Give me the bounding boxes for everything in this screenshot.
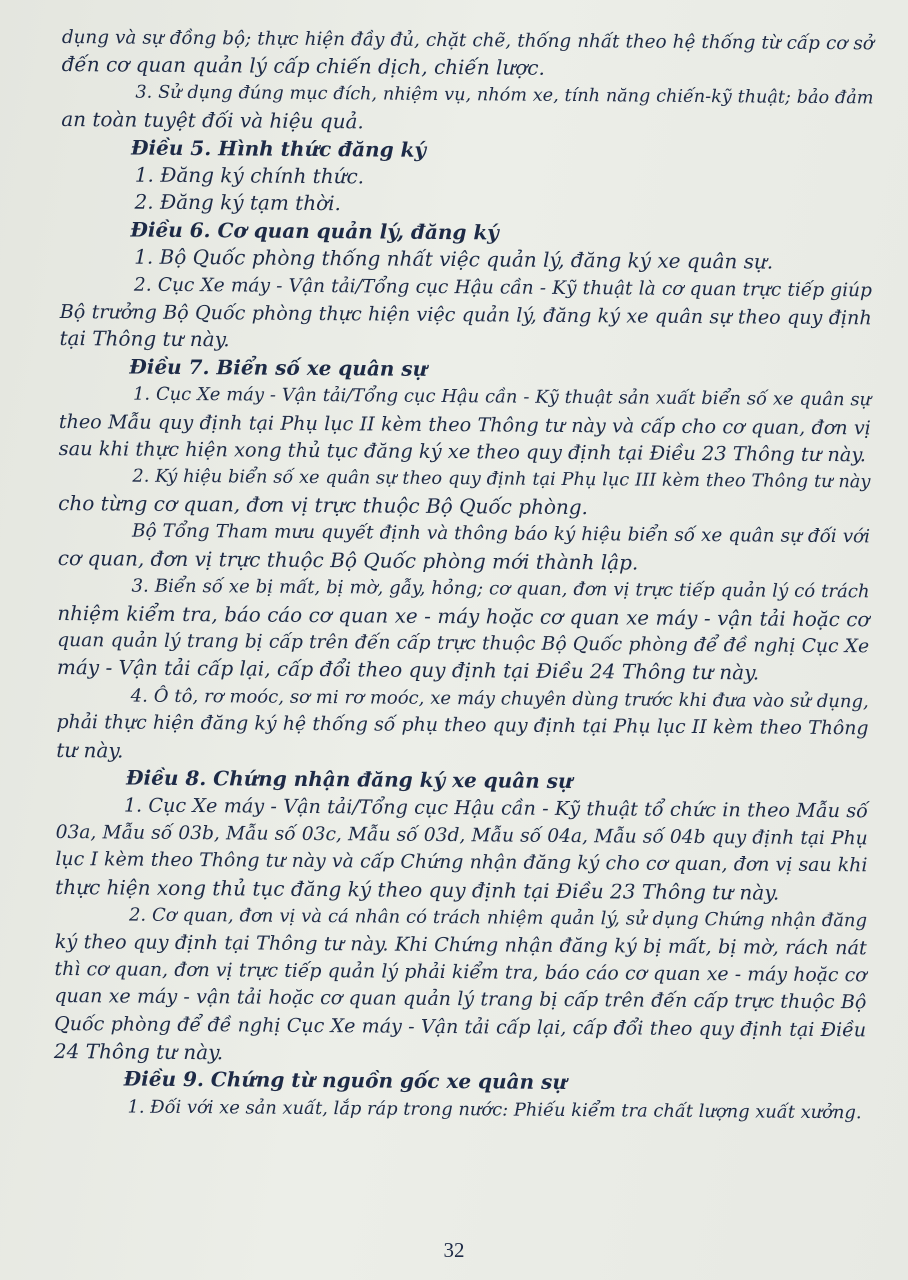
page-number: 32 <box>443 1238 465 1262</box>
body-line: thực hiện xong thủ tục đăng ký theo quy định tại Điều 23 Thông tư này. <box>55 874 780 905</box>
body-line: 1. Cục Xe máy - Vận tải/Tổng cục Hậu cần - Kỹ thuật sản xuất biển số xe quân sự <box>133 383 872 411</box>
article-heading: Điều 5. Hình thức đăng ký <box>130 135 427 162</box>
article-heading: Điều 7. Biển số xe quân sự <box>129 354 428 381</box>
body-line: ký theo quy định tại Thông tư này. Khi Chứng nhận đăng ký bị mất, bị mờ, rách nát <box>54 930 867 960</box>
body-line: 3. Biển số xe bị mất, bị mờ, gẫy, hỏng; cơ quan, đơn vị trực tiếp quản lý có trách <box>131 575 870 603</box>
body-line: dụng và sự đồng bộ; thực hiện đầy đủ, chặt chẽ, thống nhất theo hệ thống từ cấp cơ sở <box>61 26 874 55</box>
body-line: Bộ trưởng Bộ Quốc phòng thực hiện việc quản lý, đăng ký xe quân sự theo quy định <box>59 300 872 330</box>
body-line: tại Thông tư này. <box>59 326 230 352</box>
body-line: đến cơ quan quản lý cấp chiến dịch, chiến lược. <box>61 52 545 81</box>
body-line: 1. Bộ Quốc phòng thống nhất việc quản lý, đăng ký xe quân sự. <box>134 244 774 274</box>
body-line: 4. Ô tô, rơ moóc, sơ mi rơ moóc, xe máy chuyên dùng trước khi đưa vào sử dụng, <box>130 685 869 713</box>
body-line: 03a, Mẫu số 03b, Mẫu số 03c, Mẫu số 03d, Mẫu số 04a, Mẫu số 04b quy định tại Phụ <box>55 821 868 850</box>
body-line: 2. Ký hiệu biển số xe quân sự theo quy định tại Phụ lục III kèm theo Thông tư này <box>132 466 871 492</box>
document-body <box>53 24 874 1127</box>
body-line: thì cơ quan, đơn vị trực tiếp quản lý phải kiểm tra, báo cáo cơ quan xe - máy hoặc cơ <box>54 958 867 987</box>
body-line: sau khi thực hiện xong thủ tục đăng ký xe theo quy định tại Điều 23 Thông tư này. <box>58 437 867 467</box>
body-line: 1. Đối với xe sản xuất, lắp ráp trong nước: Phiếu kiểm tra chất lượng xuất xưởng. <box>127 1096 862 1124</box>
body-line: Quốc phòng để đề nghị Cục Xe máy - Vận tải cấp lại, cấp đổi theo quy định tại Điều <box>54 1012 867 1041</box>
body-line: quan xe máy - vận tải hoặc cơ quan quản lý trang bị cấp trên đến cấp trực thuộc Bộ <box>54 985 867 1014</box>
body-line: quan quản lý trang bị cấp trên đến cấp trực thuộc Bộ Quốc phòng để đề nghị Cục Xe <box>57 629 870 658</box>
article-heading: Điều 6. Cơ quan quản lý, đăng ký <box>130 217 499 245</box>
body-line: 24 Thông tư này. <box>53 1039 224 1065</box>
body-line: 1. Đăng ký chính thức. <box>134 162 365 189</box>
body-line: máy - Vận tải cấp lại, cấp đổi theo quy định tại Điều 24 Thông tư này. <box>56 655 760 685</box>
body-line: 1. Cục Xe máy - Vận tải/Tổng cục Hậu cần - Kỹ thuật tổ chức in theo Mẫu số <box>123 793 868 823</box>
body-line: lục I kèm theo Thông tư này và cấp Chứng nhận đăng ký cho cơ quan, đơn vị sau khi <box>55 848 868 877</box>
body-line: tư này. <box>56 737 124 763</box>
body-line: an toàn tuyệt đối và hiệu quả. <box>61 107 364 134</box>
body-line: phải thực hiện đăng ký hệ thống số phụ theo quy định tại Phụ lục II kèm theo Thông <box>56 711 869 740</box>
body-line: 2. Cục Xe máy - Vận tải/Tổng cục Hậu cần - Kỹ thuật là cơ quan trực tiếp giúp <box>133 274 873 302</box>
body-line: cho từng cơ quan, đơn vị trực thuộc Bộ Quốc phòng. <box>58 490 589 520</box>
body-line: Bộ Tổng Tham mưu quyết định và thông báo ký hiệu biển số xe quân sự đối với <box>131 520 871 548</box>
body-line: 2. Cơ quan, đơn vị và cá nhân có trách nhiệm quản lý, sử dụng Chứng nhận đăng <box>128 904 868 932</box>
article-heading: Điều 9. Chứng từ nguồn gốc xe quân sự <box>123 1066 567 1095</box>
body-line: 3. Sử dụng đúng mục đích, nhiệm vụ, nhóm xe, tính năng chiến-kỹ thuật; bảo đảm <box>135 82 874 109</box>
body-line: cơ quan, đơn vị trực thuộc Bộ Quốc phòng mới thành lập. <box>57 545 639 575</box>
body-line: nhiệm kiểm tra, báo cáo cơ quan xe - máy hoặc cơ quan xe máy - vận tải hoặc cơ <box>57 601 870 631</box>
body-line: theo Mẫu quy định tại Phụ lục II kèm theo Thông tư này và cấp cho cơ quan, đơn vị <box>58 409 871 440</box>
article-heading: Điều 8. Chứng nhận đăng ký xe quân sự <box>125 765 573 794</box>
body-line: 2. Đăng ký tạm thời. <box>134 190 342 216</box>
